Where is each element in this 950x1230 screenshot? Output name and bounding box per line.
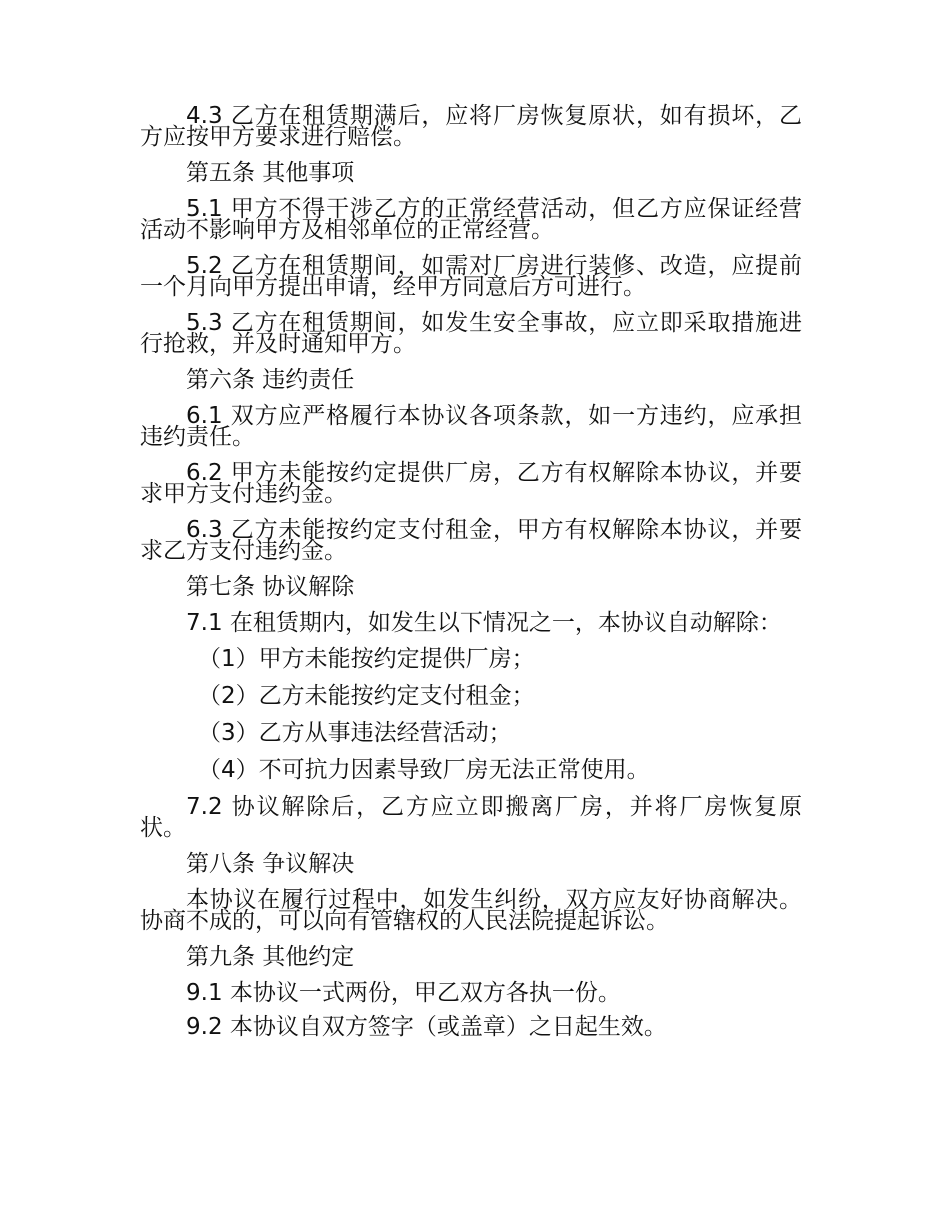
clause-7-2: 7.2 协议解除后，乙方应立即搬离厂房，并将厂房恢复原状。	[140, 794, 802, 841]
article-5-heading: 第五条 其他事项	[186, 160, 355, 186]
document-body	[140, 103, 802, 1053]
list-item: （1）甲方未能按约定提供厂房；	[198, 646, 535, 672]
article-7-heading: 第七条 协议解除	[186, 574, 355, 600]
clause-6-2: 6.2 甲方未能按约定提供厂房，乙方有权解除本协议，并要求甲方支付违约金。	[140, 460, 802, 507]
clause-8: 本协议在履行过程中，如发生纠纷，双方应友好协商解决。协商不成的，可以向有管辖权的人民法院提起诉讼。	[140, 887, 802, 934]
clause-5-1: 5.1 甲方不得干涉乙方的正常经营活动，但乙方应保证经营活动不影响甲方及相邻单位的正常经营。	[140, 196, 802, 243]
list-item: （4）不可抗力因素导致厂房无法正常使用。	[198, 757, 650, 783]
article-6-heading: 第六条 违约责任	[186, 367, 355, 393]
clause-6-3: 6.3 乙方未能按约定支付租金，甲方有权解除本协议，并要求乙方支付违约金。	[140, 517, 802, 564]
clause-4-3: 4.3 乙方在租赁期满后，应将厂房恢复原状，如有损坏，乙方应按甲方要求进行赔偿。	[140, 103, 802, 150]
clause-5-3: 5.3 乙方在租赁期间，如发生安全事故，应立即采取措施进行抢救，并及时通知甲方。	[140, 310, 802, 357]
article-9-heading: 第九条 其他约定	[186, 944, 355, 970]
list-item: （2）乙方未能按约定支付租金；	[198, 683, 535, 709]
list-item: （3）乙方从事违法经营活动；	[198, 720, 512, 746]
clause-9-2: 9.2 本协议自双方签字（或盖章）之日起生效。	[186, 1014, 667, 1040]
clause-9-1: 9.1 本协议一式两份，甲乙双方各执一份。	[186, 980, 621, 1006]
clause-5-2: 5.2 乙方在租赁期间，如需对厂房进行装修、改造，应提前一个月向甲方提出申请，经甲方同意后方可进行。	[140, 253, 802, 300]
article-8-heading: 第八条 争议解决	[186, 851, 355, 877]
clause-6-1: 6.1 双方应严格履行本协议各项条款，如一方违约，应承担违约责任。	[140, 403, 802, 450]
clause-7-1: 7.1 在租赁期内，如发生以下情况之一，本协议自动解除：	[186, 610, 782, 636]
